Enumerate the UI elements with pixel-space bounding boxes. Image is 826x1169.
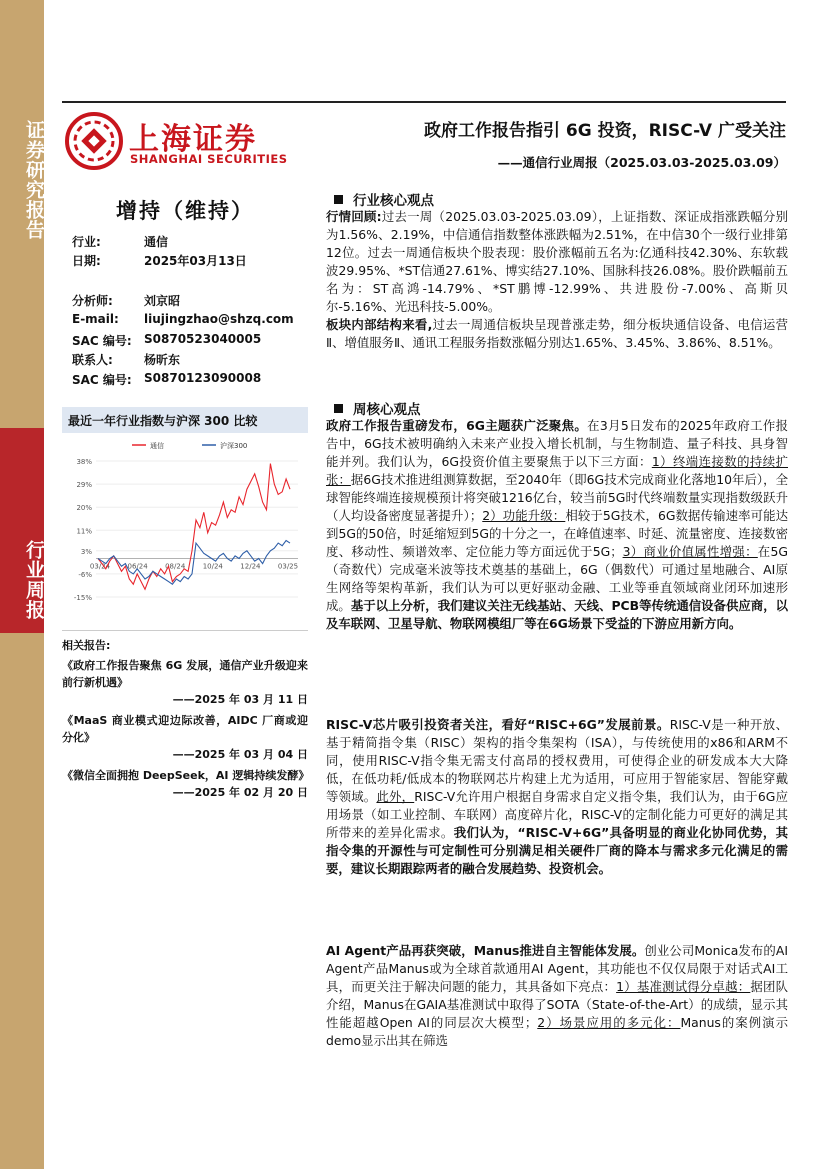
meta-value: 刘京昭 <box>144 294 181 308</box>
chart-plot <box>62 433 308 630</box>
paragraph-market-review: 行情回顾:过去一周（2025.03.03-2025.03.09），上证指数、深证成指涨跌幅分别为1.56%、2.19%，中信通信指数整体涨跌幅为2.51%，在中信30个一级行业排第12位。过去一周通信板块个股表现：股价涨幅前五名为:亿通科技42.30%、东软载波29.95%、*ST信通27.61%、博实结27.10%、国脉科技26.08%。股价跌幅前五名为：ST高鸿-14.79%、*ST鹏博-12.99%、共进股份-7.00%、高斯贝尔-5.16%、光迅科技-5.00%。 板块内部结构来看,过去一周通信板块呈现普涨走势，细分板块通信设备、电信运营Ⅱ、增值服务Ⅱ、通讯工程服务指数涨幅分别达1.65%、3.45%、3.86%、8.51%。 <box>326 209 788 350</box>
brand-logo <box>65 112 305 170</box>
related-report-title[interactable]: 《MaaS 商业模式迎边际改善，AIDC 厂商或迎分化》 <box>62 714 308 744</box>
meta-label: 行业: <box>72 235 101 249</box>
chart-y-tick-label: 29% <box>76 481 92 490</box>
brand-name-cn: 上海证券 <box>129 122 257 157</box>
brand-name-en: SHANGHAI SECURITIES <box>130 152 288 166</box>
chart-x-tick-label: 12/24 <box>240 562 261 571</box>
meta-value: 2025年03月13日 <box>144 254 247 268</box>
chart-legend-label: 沪深300 <box>220 442 248 450</box>
meta-label: SAC 编号: <box>72 334 132 348</box>
paragraph-risc-v: RISC-V芯片吸引投资者关注，看好“RISC+6G”发展前景。RISC-V是一种开放、基于精简指令集（RISC）架构的指令集架构（ISA），与传统使用的x86和ARM不同，使用RISC-V指令集无需支付高昂的授权费用，可使得企业的研发成本大大降低，在低功耗/低成本的物联网芯片构建上尤为适用，可应用于智能家居、智能穿戴等领域。此外，RISC-V允许用户根据自身需求自定义指令集，我们认为，由于6G应用场景（如工业控制、车联网）高度碎片化，RISC-V的定制化能力可更好的满足其所带来的差异化需求。我们认为，“RISC-V+6G”具备明显的商业化协同优势，其指令集的开源性与可定制性可分别满足相关硬件厂商的降本与需求多元化满足的需要，建议长期跟踪两者的融合发展趋势、投资机会。 <box>326 717 789 876</box>
related-reports <box>62 637 308 805</box>
brand-emblem-icon <box>65 112 123 170</box>
chart-series-line <box>98 464 290 590</box>
report-subtitle: ——通信行业周报（2025.03.03-2025.03.09） <box>497 155 786 170</box>
report-title: 政府工作报告指引 6G 投资，RISC-V 广受关注 <box>423 121 786 141</box>
section-heading-weekly: 周核心观点 <box>334 398 421 418</box>
chart-title-bar <box>62 407 308 433</box>
meta-value: S0870123090008 <box>144 371 262 385</box>
chart-y-tick-label: 3% <box>80 547 92 556</box>
chart-title: 最近一年行业指数与沪深 300 比较 <box>68 414 258 428</box>
related-report-date: ——2025 年 02 月 20 日 <box>172 786 308 799</box>
meta-label: E-mail: <box>72 312 119 326</box>
chart-y-tick-label: -6% <box>78 570 92 579</box>
meta-label: SAC 编号: <box>72 373 132 387</box>
chart-legend-label: 通信 <box>150 442 164 450</box>
index-comparison-chart <box>62 407 308 631</box>
chart-y-tick-label: 38% <box>76 458 92 466</box>
chart-y-tick-label: -15% <box>73 594 92 602</box>
meta-value: liujingzhao@shzq.com <box>144 312 294 326</box>
section-heading-core: 行业核心观点 <box>334 189 434 209</box>
chart-y-tick-label: 11% <box>76 527 92 536</box>
meta-value: 杨昕东 <box>144 353 181 367</box>
paragraph-6g: 政府工作报告重磅发布，6G主题获广泛聚焦。在3月5日发布的2025年政府工作报告中，6G技术被明确纳入未来产业投入增长机制，与生物制造、量子科技、具身智能并列。我们认为，6G投资价值主要聚焦于以下三方面：1）终端连接数的持续扩张：据6G技术推进组测算数据，至2040年（即6G技术完成商业化落地10年后），全球智能终端连接规模预计将突破1216亿台，较当前5G时代终端数量实现指数级跃升（人均设备密度显著提升）；2）功能升级：相较于5G技术，6G数据传输速率可能达到5G的50倍，时延缩短到5G的十分之一，在峰值速率、时延、流量密度、连接数密度、移动性、频谱效率、定位能力等方面远优于5G；3）商业价值属性增强：在5G（奇数代）完成毫米波等技术奠基的基础上，6G（偶数代）可通过星地融合、AI原生网络等架构革新，我们认为可以更好驱动金融、工业等垂直领域商业闭环加速形成。基于以上分析，我们建议关注无线基站、天线、PCB等传统通信设备供应商，以及车联网、卫星导航、物联网模组厂等在6G场景下受益的下游应用新方向。 <box>326 418 788 631</box>
chart-x-tick-label: 06/24 <box>127 562 148 571</box>
related-report-date: ——2025 年 03 月 11 日 <box>172 693 308 706</box>
chart-y-tick-label: 20% <box>76 504 92 513</box>
square-bullet-icon <box>334 195 343 204</box>
header-rule <box>62 101 786 103</box>
square-bullet-icon <box>334 404 343 413</box>
chart-x-tick-label: 08/24 <box>165 562 186 571</box>
meta-label: 日期: <box>72 254 101 268</box>
meta-value: 通信 <box>144 235 169 249</box>
meta-value: S0870523040005 <box>144 332 262 346</box>
related-report-title[interactable]: 《政府工作报告聚焦 6G 发展，通信产业升级迎来前行新机遇》 <box>62 659 308 689</box>
sidebar-weekly-label: 行业周报 <box>23 540 45 620</box>
meta-label: 联系人: <box>72 353 113 367</box>
sidebar-report-type-label: 证券研究报告 <box>23 120 45 240</box>
paragraph-ai-agent: AI Agent产品再获突破，Manus推进自主智能体发展。创业公司Monica发布的AI Agent产品Manus或为全球首款通用AI Agent，其功能也不仅仅局限于对话式AI工具，而更关注于解决问题的能力，其具备如下亮点：1）基准测试得分卓越：据团队介绍，Manus在GAIA基准测试中取得了SOTA（State-of-the-Art）的成绩，显示其性能超越Open AI的同层次大模型；2）场景应用的多元化：Manus的案例演示demo显示出其在筛选 <box>326 943 788 1048</box>
related-reports-heading: 相关报告: <box>62 639 111 652</box>
related-report-date: ——2025 年 03 月 04 日 <box>172 748 308 761</box>
rating: 增持（维持） <box>116 199 254 223</box>
chart-x-tick-label: 10/24 <box>202 562 223 571</box>
chart-x-tick-label: 03/25 <box>277 562 299 571</box>
related-report-title[interactable]: 《微信全面拥抱 DeepSeek，AI 逻辑持续发酵》 <box>62 769 310 782</box>
meta-label: 分析师: <box>72 294 113 308</box>
chart-x-tick-label: 03/24 <box>89 562 111 571</box>
